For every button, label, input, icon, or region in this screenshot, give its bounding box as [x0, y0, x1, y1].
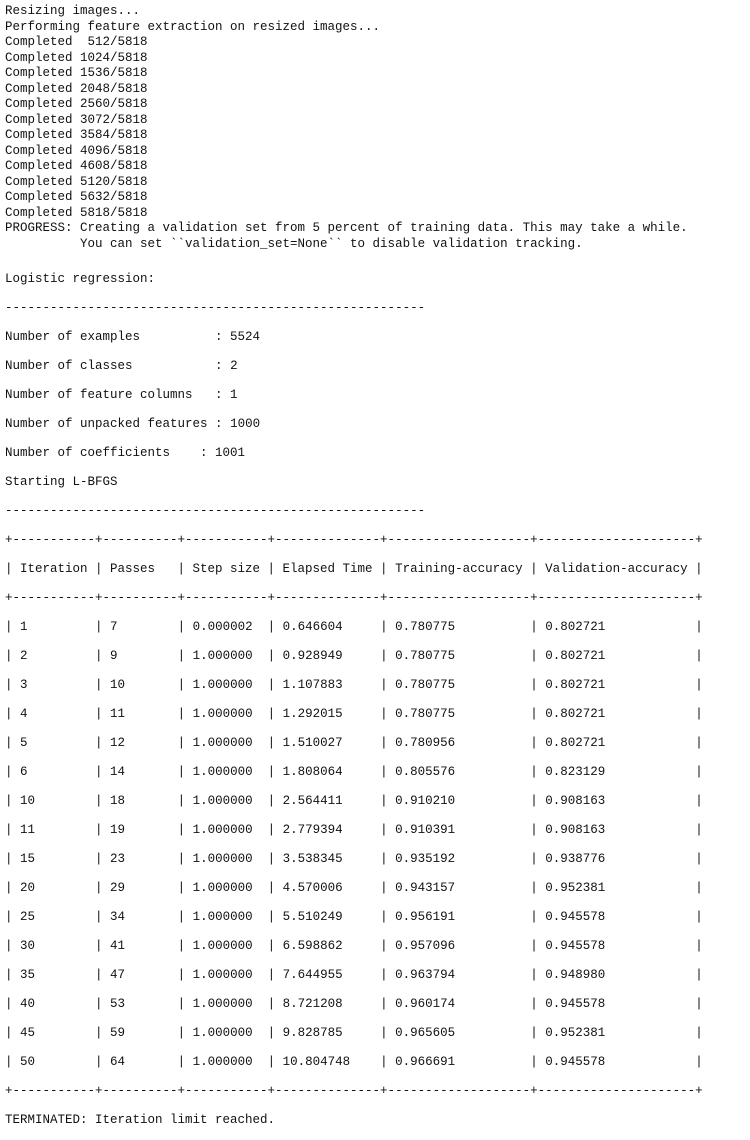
column-separator: | [267, 735, 283, 750]
column-separator: | [177, 822, 193, 837]
column-separator: | [177, 648, 193, 663]
column-separator: | [95, 880, 111, 895]
passes-cell: 10 [110, 677, 178, 692]
step-size-cell: 1.000000 [192, 764, 268, 779]
iteration-table-body [5, 620, 745, 1071]
passes-cell: 53 [110, 996, 178, 1011]
stat-separator: : [207, 416, 231, 431]
column-separator: | [695, 1025, 703, 1040]
elapsed-time-cell: 2.779394 [282, 822, 381, 837]
table-row [5, 939, 745, 955]
column-separator: | [695, 735, 703, 750]
model-title: Logistic regression: [5, 272, 156, 286]
stat-label: Number of coefficients [5, 445, 171, 460]
log-line: Completed 5818/5818 [5, 205, 148, 220]
iteration-cell: 45 [20, 1025, 96, 1040]
elapsed-time-cell: 0.928949 [282, 648, 381, 663]
table-border-bottom: +-----------+----------+-----------+--------------+-------------------+---------------------+ [5, 1083, 703, 1098]
stat-row [5, 330, 745, 346]
elapsed-time-cell: 5.510249 [282, 909, 381, 924]
iteration-cell: 10 [20, 793, 96, 808]
dash-rule-bottom: -------------------------------------------------------- [5, 503, 426, 518]
training-accuracy-cell: 0.780775 [395, 648, 531, 663]
column-separator: | [380, 677, 396, 692]
stat-separator: : [170, 445, 216, 460]
log-line: You can set ``validation_set=None`` to disable validation tracking. [5, 236, 583, 251]
column-separator: | [177, 706, 193, 721]
table-row [5, 794, 745, 810]
column-separator: | [530, 677, 546, 692]
column-separator: | [267, 677, 283, 692]
column-separator: | [5, 793, 21, 808]
step-size-cell: 1.000000 [192, 822, 268, 837]
column-separator: | [380, 822, 396, 837]
elapsed-time-cell: 6.598862 [282, 938, 381, 953]
column-separator: | [267, 822, 283, 837]
stat-separator: : [140, 329, 231, 344]
stat-value: 2 [230, 358, 238, 373]
elapsed-time-cell: 8.721208 [282, 996, 381, 1011]
iteration-cell: 3 [20, 677, 96, 692]
column-separator: | [95, 822, 111, 837]
stat-value: 1000 [230, 416, 261, 431]
column-separator: | [695, 822, 703, 837]
column-separator: | [95, 1025, 111, 1040]
column-separator: | [530, 1054, 546, 1069]
validation-accuracy-cell: 0.938776 [545, 851, 696, 866]
table-border-mid: +-----------+----------+-----------+--------------+-------------------+---------------------+ [5, 590, 703, 605]
column-separator: | [177, 735, 193, 750]
elapsed-time-cell: 1.808064 [282, 764, 381, 779]
elapsed-time-cell: 3.538345 [282, 851, 381, 866]
elapsed-time-cell: 7.644955 [282, 967, 381, 982]
training-accuracy-cell: 0.956191 [395, 909, 531, 924]
column-separator: | [380, 735, 396, 750]
column-separator: | [530, 909, 546, 924]
column-separator: | [177, 1054, 193, 1069]
column-separator: | [380, 1054, 396, 1069]
column-separator: | [695, 1054, 703, 1069]
table-header: | Iteration | Passes | Step size | Elapsed Time | Training-accuracy | Validation-accuracy | [5, 561, 703, 576]
stat-value: 5524 [230, 329, 261, 344]
column-separator: | [95, 851, 111, 866]
training-accuracy-cell: 0.957096 [395, 938, 531, 953]
column-separator: | [5, 1025, 21, 1040]
column-separator: | [95, 648, 111, 663]
training-accuracy-cell: 0.960174 [395, 996, 531, 1011]
step-size-cell: 1.000000 [192, 996, 268, 1011]
iteration-cell: 2 [20, 648, 96, 663]
log-line: Completed 2560/5818 [5, 97, 148, 111]
column-separator: | [95, 938, 111, 953]
table-row [5, 1055, 745, 1071]
column-separator: | [5, 706, 21, 721]
column-separator: | [267, 851, 283, 866]
column-separator: | [5, 822, 21, 837]
column-separator: | [530, 735, 546, 750]
column-separator: | [380, 648, 396, 663]
iteration-cell: 1 [20, 619, 96, 634]
training-accuracy-cell: 0.910391 [395, 822, 531, 837]
table-row [5, 968, 745, 984]
log-line: PROGRESS: Creating a validation set from 5 percent of training data. This may take a while. [5, 221, 688, 235]
training-accuracy-cell: 0.965605 [395, 1025, 531, 1040]
passes-cell: 12 [110, 735, 178, 750]
table-row [5, 881, 745, 897]
column-separator: | [5, 880, 21, 895]
solver-line: Starting L-BFGS [5, 474, 118, 489]
column-separator: | [380, 706, 396, 721]
iteration-cell: 25 [20, 909, 96, 924]
elapsed-time-cell: 9.828785 [282, 1025, 381, 1040]
column-separator: | [267, 793, 283, 808]
column-separator: | [5, 938, 21, 953]
console-output [5, 4, 745, 1128]
log-line: Completed 4608/5818 [5, 159, 148, 173]
column-separator: | [95, 677, 111, 692]
validation-accuracy-cell: 0.952381 [545, 1025, 696, 1040]
validation-accuracy-cell: 0.802721 [545, 648, 696, 663]
log-line: Completed 1024/5818 [5, 50, 148, 65]
elapsed-time-cell: 1.292015 [282, 706, 381, 721]
training-accuracy-cell: 0.780775 [395, 677, 531, 692]
step-size-cell: 1.000000 [192, 880, 268, 895]
step-size-cell: 1.000000 [192, 938, 268, 953]
validation-accuracy-cell: 0.948980 [545, 967, 696, 982]
column-separator: | [380, 909, 396, 924]
column-separator: | [5, 677, 21, 692]
column-separator: | [177, 619, 193, 634]
column-separator: | [267, 1054, 283, 1069]
column-separator: | [380, 996, 396, 1011]
validation-accuracy-cell: 0.802721 [545, 735, 696, 750]
passes-cell: 18 [110, 793, 178, 808]
log-line: Performing feature extraction on resized images... [5, 19, 381, 34]
column-separator: | [380, 880, 396, 895]
passes-cell: 47 [110, 967, 178, 982]
column-separator: | [530, 967, 546, 982]
column-separator: | [95, 967, 111, 982]
validation-accuracy-cell: 0.802721 [545, 706, 696, 721]
log-line: Completed 4096/5818 [5, 143, 148, 158]
table-row [5, 765, 745, 781]
column-separator: | [5, 996, 21, 1011]
column-separator: | [267, 764, 283, 779]
column-separator: | [380, 967, 396, 982]
column-separator: | [177, 909, 193, 924]
iteration-cell: 11 [20, 822, 96, 837]
stat-separator: : [192, 387, 231, 402]
validation-accuracy-cell: 0.823129 [545, 764, 696, 779]
column-separator: | [177, 677, 193, 692]
stat-separator: : [132, 358, 231, 373]
column-separator: | [95, 793, 111, 808]
column-separator: | [380, 619, 396, 634]
training-accuracy-cell: 0.780956 [395, 735, 531, 750]
training-accuracy-cell: 0.943157 [395, 880, 531, 895]
column-separator: | [695, 793, 703, 808]
step-size-cell: 0.000002 [192, 619, 268, 634]
column-separator: | [267, 619, 283, 634]
column-separator: | [380, 764, 396, 779]
iteration-cell: 4 [20, 706, 96, 721]
log-line: Resizing images... [5, 4, 141, 18]
column-separator: | [695, 851, 703, 866]
training-accuracy-cell: 0.780775 [395, 706, 531, 721]
iteration-cell: 5 [20, 735, 96, 750]
table-row [5, 620, 745, 636]
log-line: Completed 5632/5818 [5, 190, 148, 204]
passes-cell: 14 [110, 764, 178, 779]
validation-accuracy-cell: 0.802721 [545, 619, 696, 634]
column-separator: | [5, 648, 21, 663]
step-size-cell: 1.000000 [192, 1054, 268, 1069]
column-separator: | [267, 706, 283, 721]
table-row [5, 649, 745, 665]
validation-accuracy-cell: 0.952381 [545, 880, 696, 895]
iteration-cell: 30 [20, 938, 96, 953]
table-row [5, 1026, 745, 1042]
column-separator: | [177, 851, 193, 866]
column-separator: | [530, 706, 546, 721]
column-separator: | [5, 851, 21, 866]
dash-rule-top: -------------------------------------------------------- [5, 300, 426, 315]
stat-row [5, 446, 745, 462]
elapsed-time-cell: 1.107883 [282, 677, 381, 692]
step-size-cell: 1.000000 [192, 677, 268, 692]
column-separator: | [5, 619, 21, 634]
validation-accuracy-cell: 0.945578 [545, 1054, 696, 1069]
stat-row [5, 359, 745, 375]
column-separator: | [530, 938, 546, 953]
column-separator: | [267, 938, 283, 953]
column-separator: | [95, 909, 111, 924]
column-separator: | [177, 1025, 193, 1040]
step-size-cell: 1.000000 [192, 851, 268, 866]
column-separator: | [530, 648, 546, 663]
column-separator: | [95, 706, 111, 721]
column-separator: | [530, 619, 546, 634]
step-size-cell: 1.000000 [192, 1025, 268, 1040]
column-separator: | [177, 793, 193, 808]
validation-accuracy-cell: 0.945578 [545, 909, 696, 924]
column-separator: | [95, 619, 111, 634]
step-size-cell: 1.000000 [192, 648, 268, 663]
passes-cell: 64 [110, 1054, 178, 1069]
stat-label: Number of feature columns [5, 387, 193, 402]
column-separator: | [177, 938, 193, 953]
column-separator: | [380, 793, 396, 808]
column-separator: | [695, 880, 703, 895]
column-separator: | [5, 1054, 21, 1069]
column-separator: | [267, 967, 283, 982]
iteration-cell: 50 [20, 1054, 96, 1069]
passes-cell: 11 [110, 706, 178, 721]
column-separator: | [695, 996, 703, 1011]
column-separator: | [177, 996, 193, 1011]
stat-row [5, 417, 745, 433]
column-separator: | [177, 764, 193, 779]
validation-accuracy-cell: 0.802721 [545, 677, 696, 692]
stat-label: Number of examples [5, 329, 141, 344]
training-accuracy-cell: 0.910210 [395, 793, 531, 808]
elapsed-time-cell: 0.646604 [282, 619, 381, 634]
elapsed-time-cell: 1.510027 [282, 735, 381, 750]
column-separator: | [267, 648, 283, 663]
training-accuracy-cell: 0.805576 [395, 764, 531, 779]
table-row [5, 852, 745, 868]
step-size-cell: 1.000000 [192, 706, 268, 721]
column-separator: | [530, 880, 546, 895]
elapsed-time-cell: 10.804748 [282, 1054, 381, 1069]
stat-value: 1 [230, 387, 238, 402]
passes-cell: 29 [110, 880, 178, 895]
column-separator: | [695, 706, 703, 721]
column-separator: | [695, 764, 703, 779]
column-separator: | [695, 677, 703, 692]
table-row [5, 997, 745, 1013]
column-separator: | [267, 909, 283, 924]
passes-cell: 41 [110, 938, 178, 953]
validation-accuracy-cell: 0.908163 [545, 822, 696, 837]
validation-accuracy-cell: 0.945578 [545, 938, 696, 953]
column-separator: | [5, 909, 21, 924]
column-separator: | [530, 1025, 546, 1040]
stat-label: Number of classes [5, 358, 133, 373]
column-separator: | [695, 648, 703, 663]
elapsed-time-cell: 4.570006 [282, 880, 381, 895]
log-line: Completed 1536/5818 [5, 66, 148, 80]
column-separator: | [380, 938, 396, 953]
column-separator: | [95, 764, 111, 779]
training-accuracy-cell: 0.966691 [395, 1054, 531, 1069]
step-size-cell: 1.000000 [192, 967, 268, 982]
step-size-cell: 1.000000 [192, 735, 268, 750]
iteration-cell: 15 [20, 851, 96, 866]
log-line: Completed 5120/5818 [5, 174, 148, 189]
column-separator: | [530, 793, 546, 808]
column-separator: | [695, 938, 703, 953]
passes-cell: 34 [110, 909, 178, 924]
passes-cell: 59 [110, 1025, 178, 1040]
column-separator: | [267, 880, 283, 895]
validation-accuracy-cell: 0.945578 [545, 996, 696, 1011]
iteration-cell: 40 [20, 996, 96, 1011]
iteration-cell: 35 [20, 967, 96, 982]
column-separator: | [530, 764, 546, 779]
log-line: Completed 2048/5818 [5, 81, 148, 96]
training-accuracy-cell: 0.963794 [395, 967, 531, 982]
table-row [5, 823, 745, 839]
column-separator: | [5, 735, 21, 750]
table-row [5, 736, 745, 752]
step-size-cell: 1.000000 [192, 793, 268, 808]
table-border-top: +-----------+----------+-----------+--------------+-------------------+---------------------+ [5, 532, 703, 547]
iteration-cell: 6 [20, 764, 96, 779]
log-line: Completed 512/5818 [5, 35, 148, 49]
passes-cell: 23 [110, 851, 178, 866]
column-separator: | [95, 735, 111, 750]
elapsed-time-cell: 2.564411 [282, 793, 381, 808]
table-row [5, 678, 745, 694]
table-row [5, 910, 745, 926]
log-line: Completed 3584/5818 [5, 128, 148, 142]
termination-message: TERMINATED: Iteration limit reached. [5, 1112, 276, 1127]
column-separator: | [530, 996, 546, 1011]
iteration-cell: 20 [20, 880, 96, 895]
column-separator: | [380, 1025, 396, 1040]
passes-cell: 19 [110, 822, 178, 837]
column-separator: | [267, 1025, 283, 1040]
passes-cell: 7 [110, 619, 178, 634]
model-stats [5, 330, 745, 462]
stat-label: Number of unpacked features [5, 416, 208, 431]
validation-accuracy-cell: 0.908163 [545, 793, 696, 808]
column-separator: | [177, 967, 193, 982]
column-separator: | [695, 909, 703, 924]
column-separator: | [5, 764, 21, 779]
stat-value: 1001 [215, 445, 246, 460]
column-separator: | [695, 967, 703, 982]
training-accuracy-cell: 0.780775 [395, 619, 531, 634]
passes-cell: 9 [110, 648, 178, 663]
column-separator: | [530, 851, 546, 866]
column-separator: | [695, 619, 703, 634]
column-separator: | [267, 996, 283, 1011]
log-line: Completed 3072/5818 [5, 112, 148, 127]
training-accuracy-cell: 0.935192 [395, 851, 531, 866]
column-separator: | [95, 1054, 111, 1069]
step-size-cell: 1.000000 [192, 909, 268, 924]
column-separator: | [380, 851, 396, 866]
column-separator: | [177, 880, 193, 895]
column-separator: | [95, 996, 111, 1011]
column-separator: | [5, 967, 21, 982]
stat-row [5, 388, 745, 404]
table-row [5, 707, 745, 723]
log-header-lines [5, 4, 745, 252]
column-separator: | [530, 822, 546, 837]
